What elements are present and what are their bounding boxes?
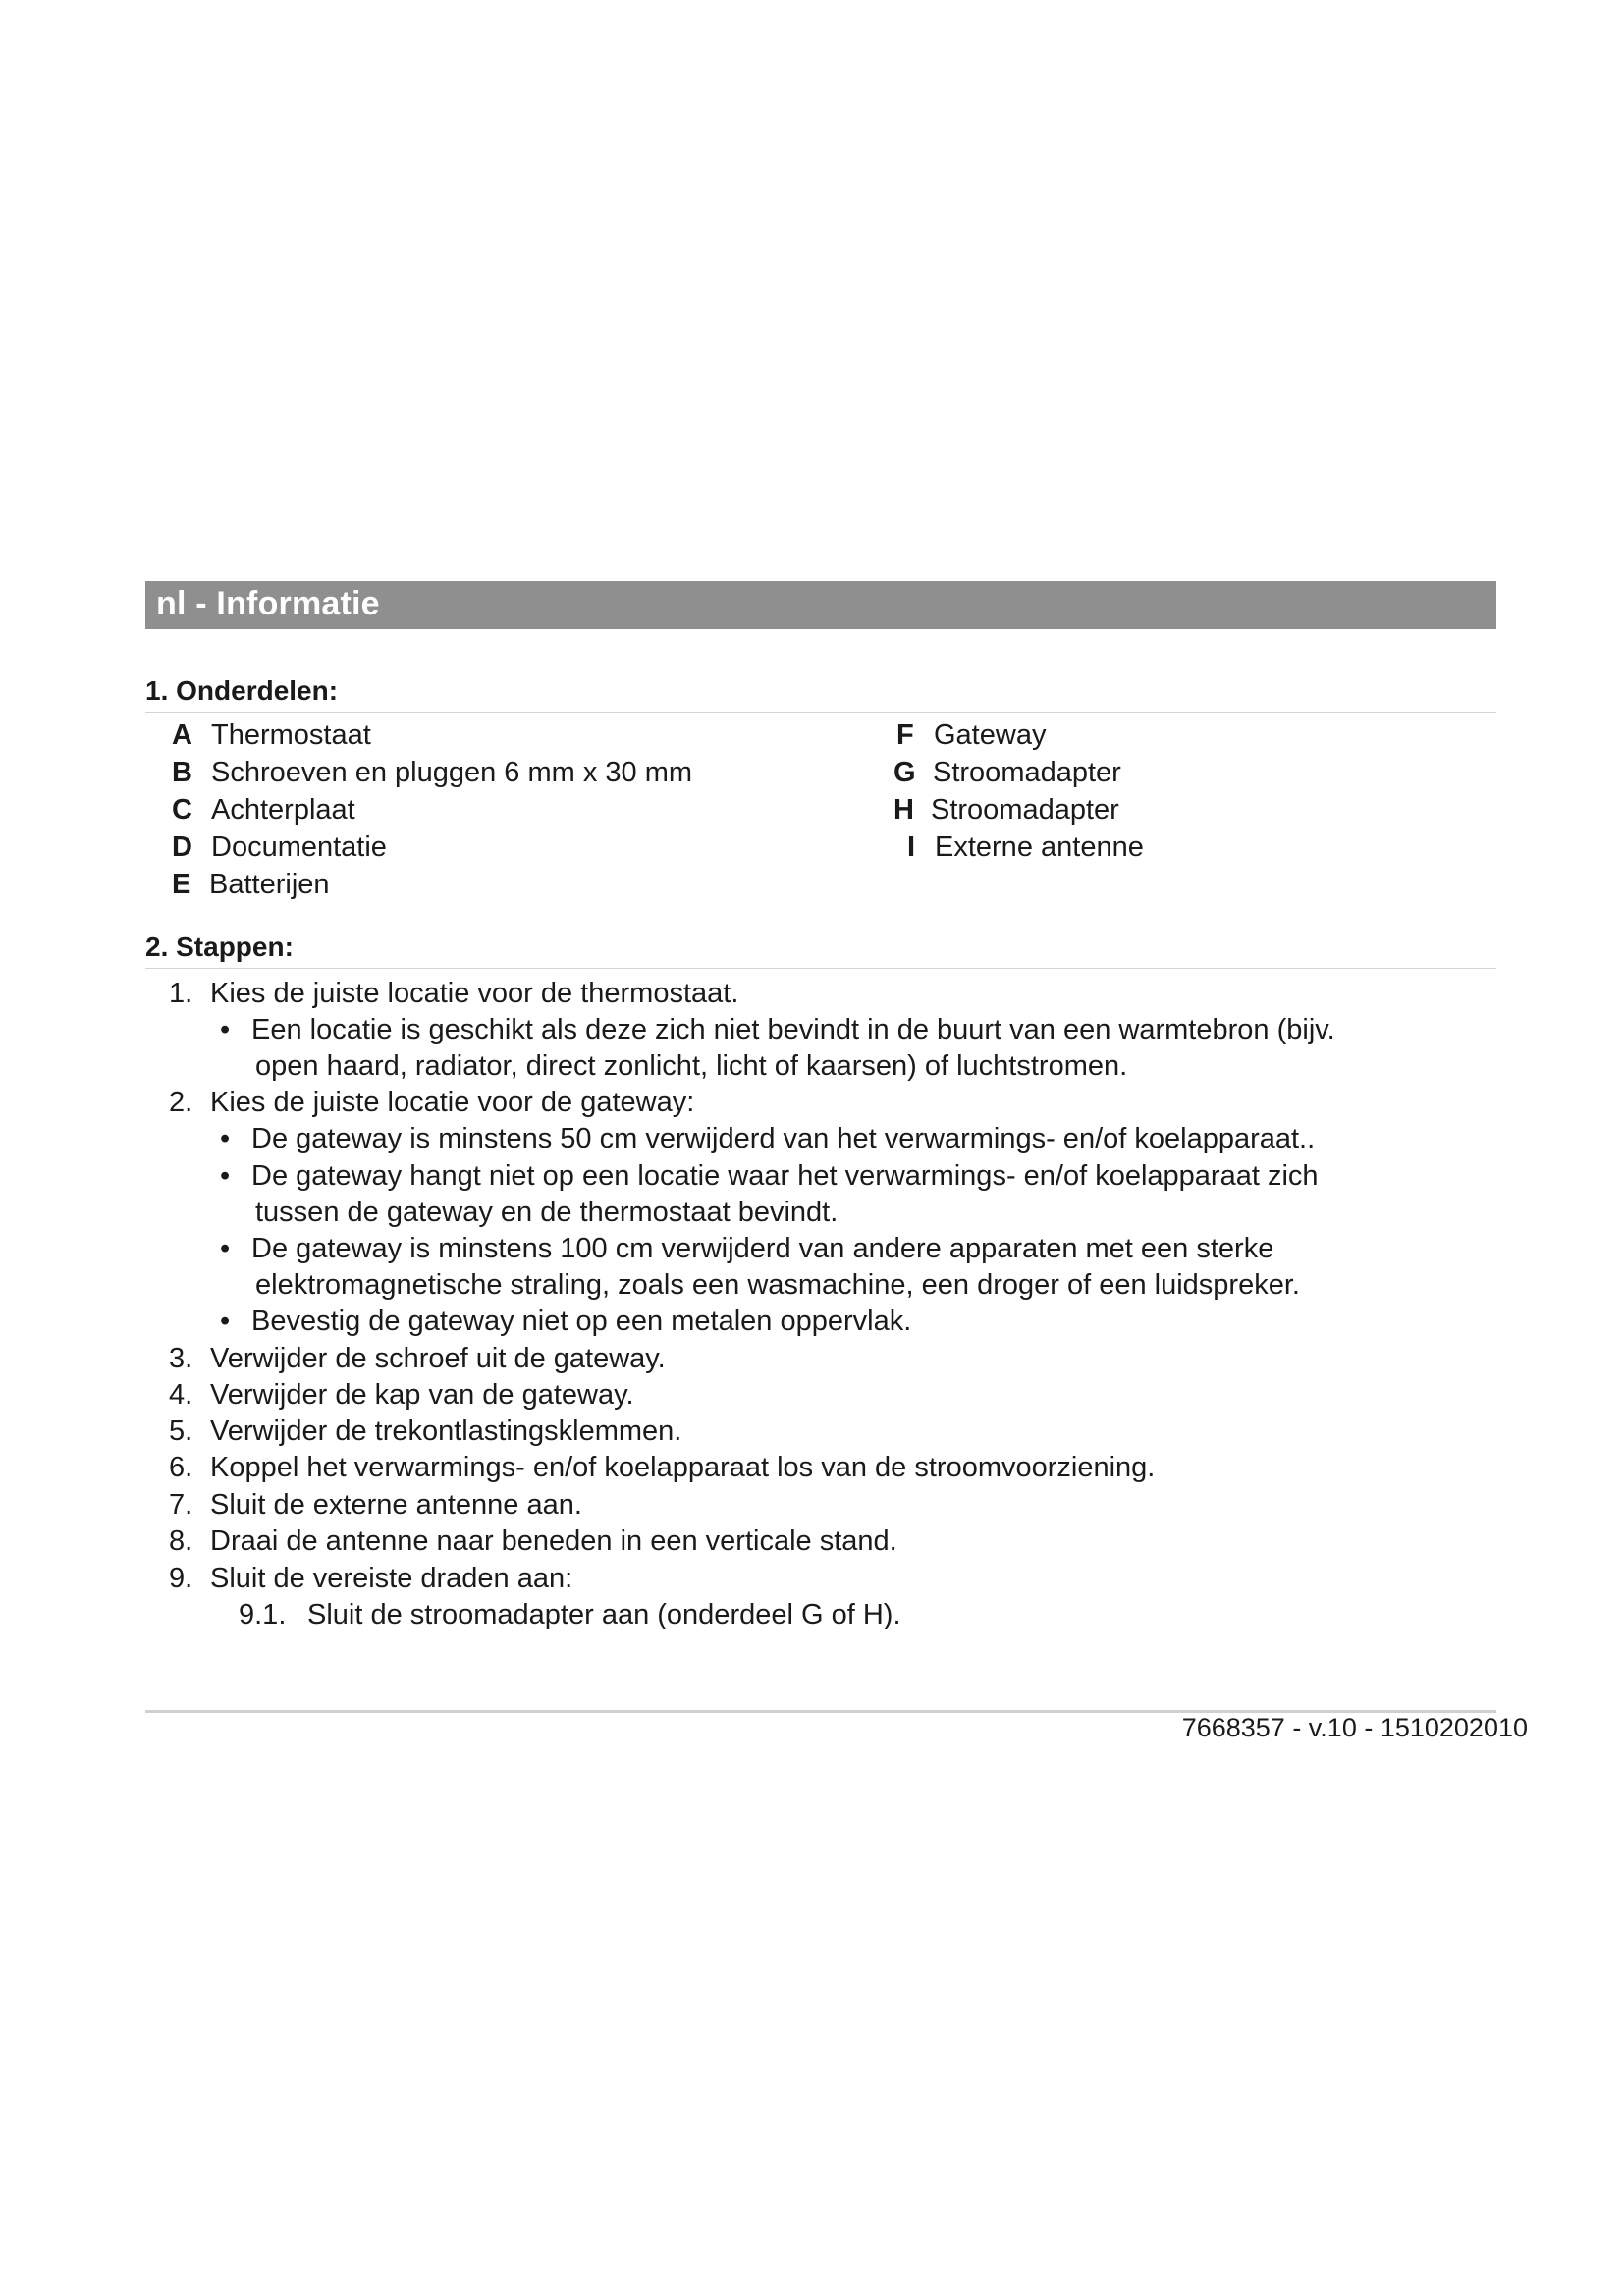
part-a: A Thermostaat: [172, 720, 371, 751]
section-title: nl - Informatie: [156, 585, 380, 622]
parts-heading: 1. Onderdelen:: [145, 675, 339, 706]
part-d: D Documentatie: [172, 831, 387, 863]
document-code: 7668357 - v.10 - 1510202010: [1181, 1713, 1528, 1742]
part-e: E Batterijen: [172, 869, 330, 900]
steps-heading: 2. Stappen:: [145, 932, 294, 962]
steps-divider: [145, 968, 1496, 969]
part-h: H Stroomadapter: [893, 794, 1119, 826]
part-f: F Gateway: [896, 720, 1047, 751]
section-header-bar: [145, 581, 1496, 629]
part-c: C Achterplaat: [172, 794, 355, 826]
parts-divider: [145, 712, 1496, 713]
part-g: G Stroomadapter: [893, 757, 1121, 788]
part-b: B Schroeven en pluggen 6 mm x 30 mm: [172, 757, 693, 788]
part-i: I Externe antenne: [907, 831, 1144, 863]
